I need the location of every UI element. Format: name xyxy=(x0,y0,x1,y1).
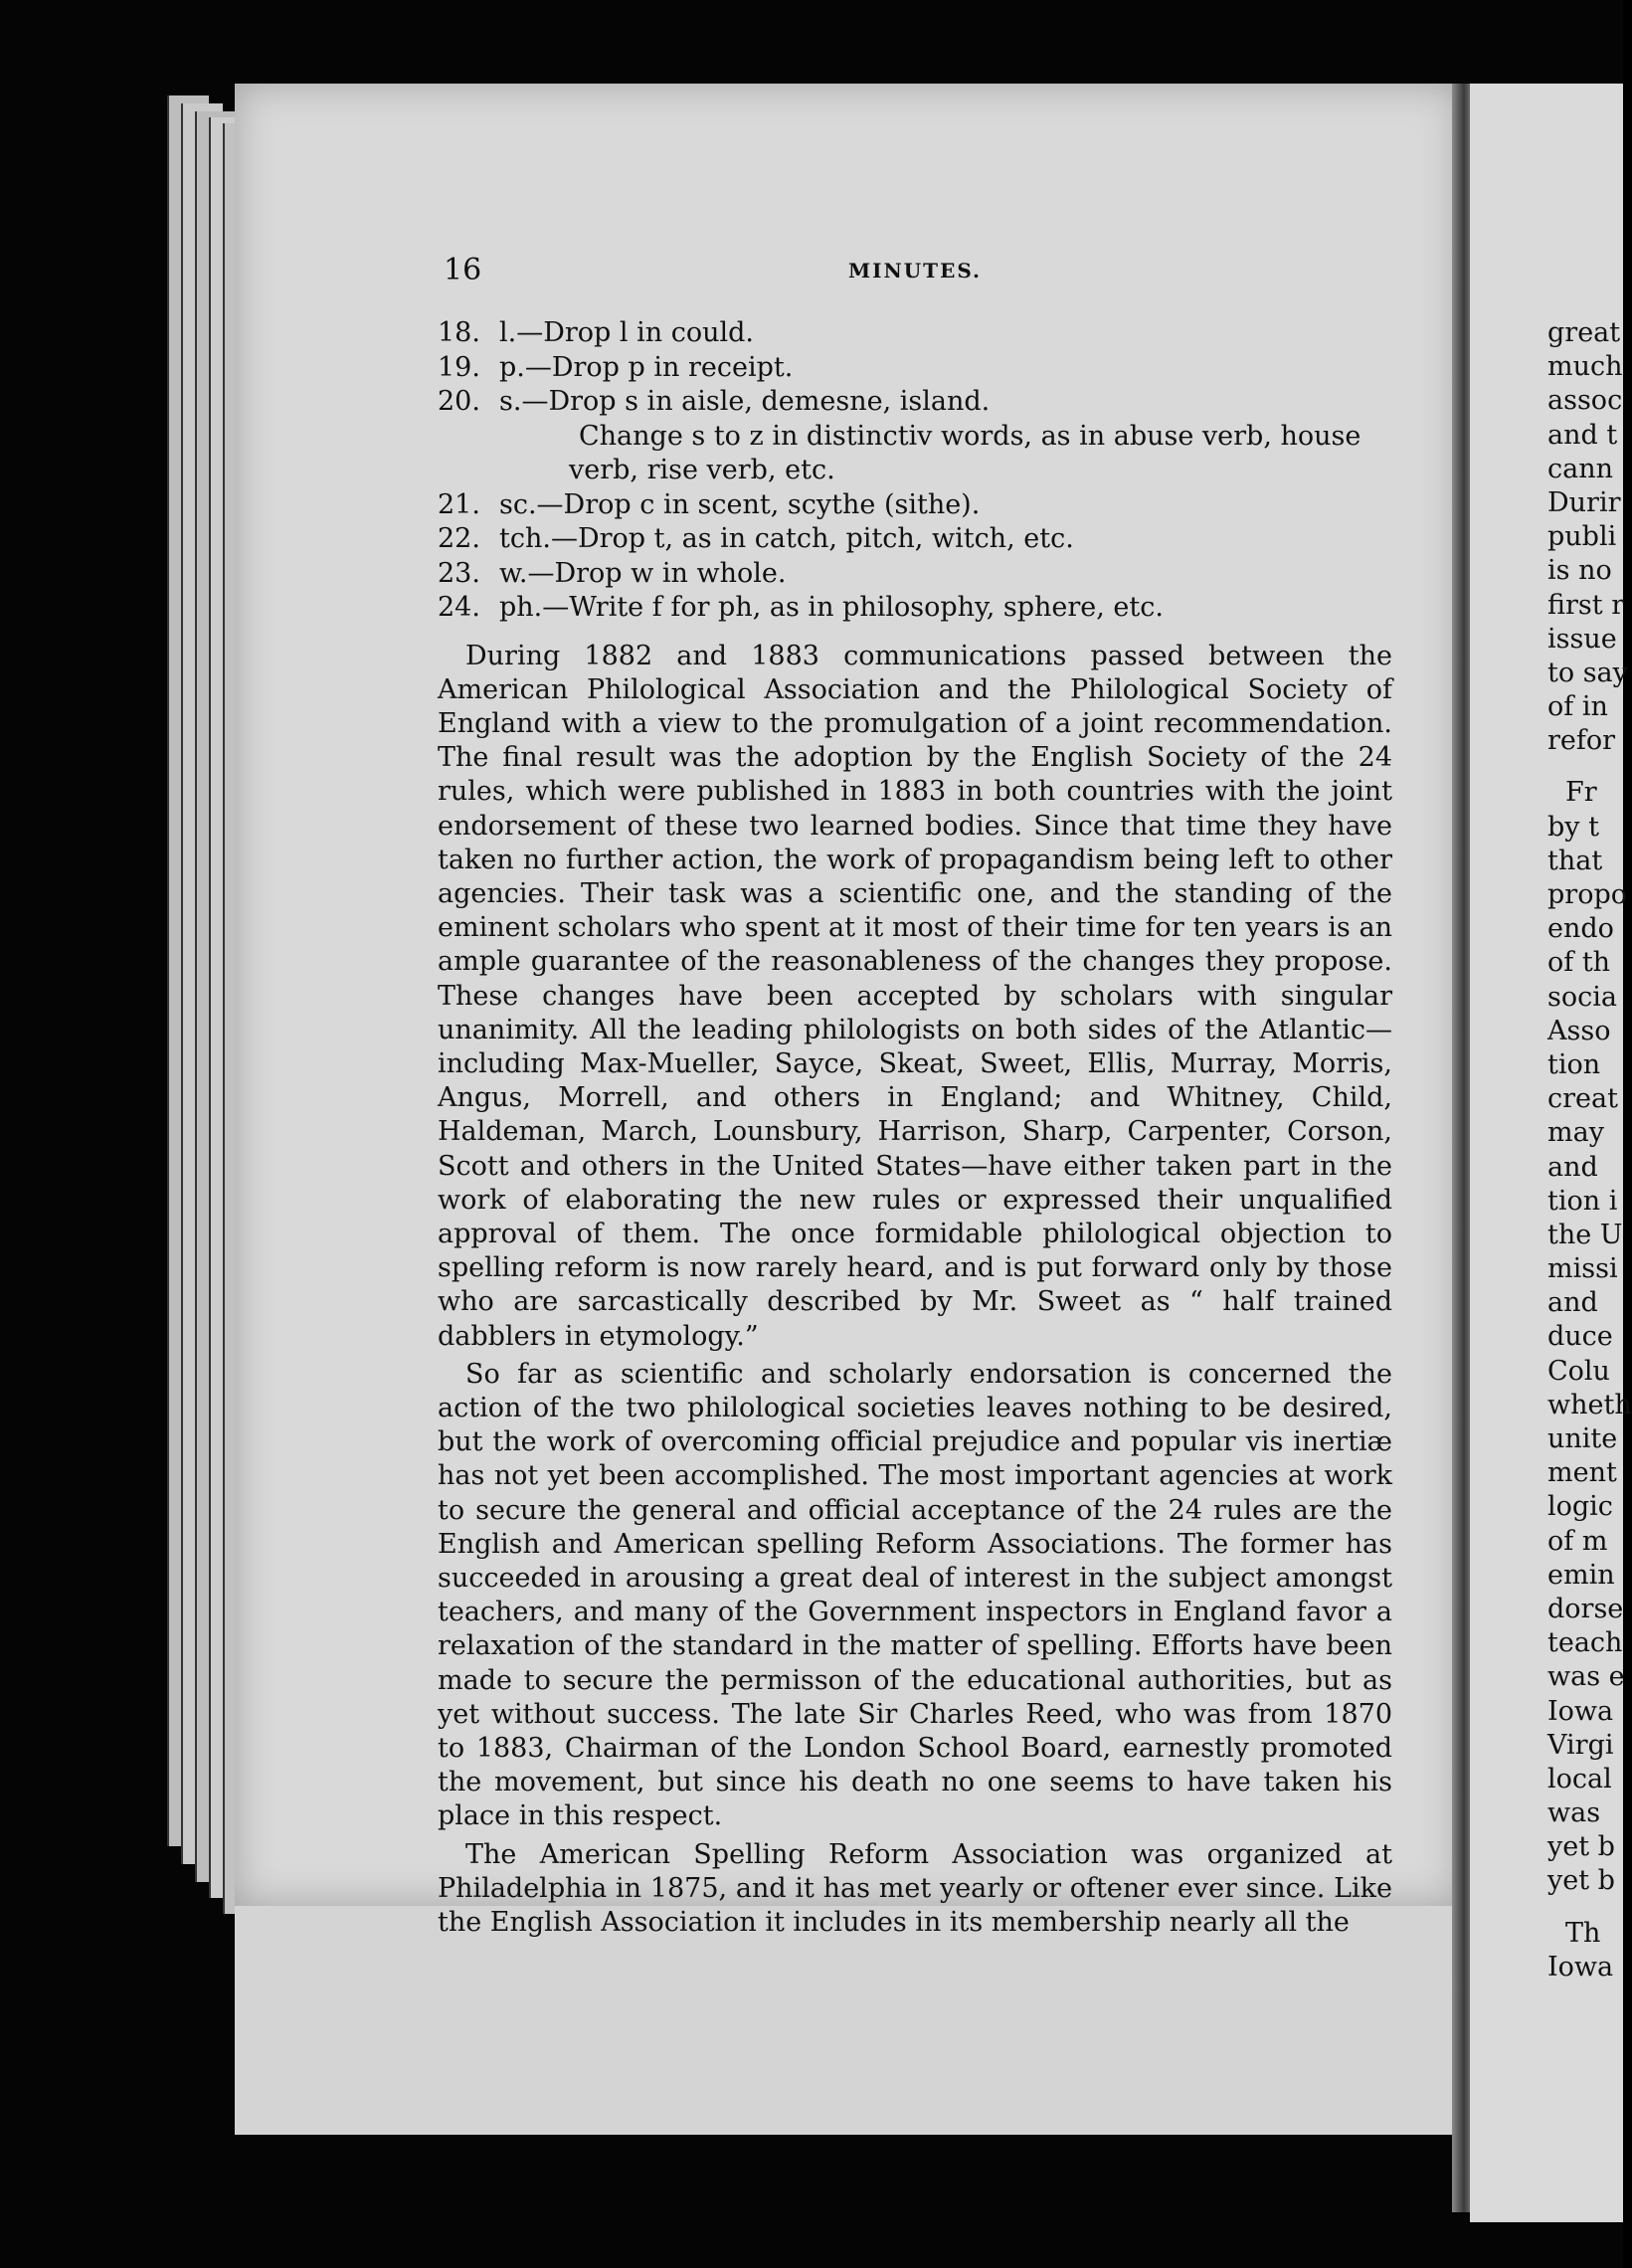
rule-number: 19. xyxy=(438,351,480,383)
fragment-line: Virgi xyxy=(1547,1729,1614,1761)
spelling-rules-list xyxy=(438,316,1392,626)
fragment-line: issue xyxy=(1547,623,1617,655)
fragment-line: and t xyxy=(1547,419,1618,451)
fragment-line: cann xyxy=(1547,453,1613,484)
fragment-line: Iowa xyxy=(1547,1951,1614,1983)
fragment-line: publi xyxy=(1547,521,1617,553)
fragment-line: the U xyxy=(1547,1219,1623,1250)
fragment-line: wheth xyxy=(1547,1389,1632,1420)
rule-text: ph.—Write f for ph, as in philosophy, sphere, etc. xyxy=(499,592,1164,623)
right-page-text-fragments xyxy=(1547,316,1632,1984)
fragment-line: duce xyxy=(1547,1321,1613,1353)
fragment-line: and xyxy=(1547,1151,1598,1183)
fragment-line: by t xyxy=(1547,811,1599,843)
paragraph: So far as scientific and scholarly endorsation is concerned the action of the two philological societies leaves nothing to be desired, but the work of overcoming official prejudice and popular vis inertiæ has not yet been accomplished. The most important agencies at work to secure the general and official acceptance of the 24 rules are the English and American spelling Reform Associations. The former has succeeded in arousing a great deal of interest in the subject amongst teachers, and many of the Government inspectors in England favor a relaxation of the standard in the matter of spelling. Efforts have been made to secure the permisson of the educational authorities, but as yet without success. The late Sir Charles Reed, who was from 1870 to 1883, Chairman of the London School Board, earnestly promoted the movement, but since his death no one seems to have taken his place in this respect. xyxy=(438,1358,1392,1832)
fragment-line: and xyxy=(1547,1287,1598,1319)
paragraph: The American Spelling Reform Association was organized at Philadelphia in 1875, and it has met yearly or oftener ever since. Like the English Association it includes in its membership nearly all the xyxy=(438,1838,1392,1939)
rule-text: l.—Drop l in could. xyxy=(499,317,754,348)
fragment-line: tion i xyxy=(1547,1185,1618,1217)
rule-item xyxy=(438,522,1392,557)
fragment-line: of in xyxy=(1547,691,1608,723)
rule-text: tch.—Drop t, as in catch, pitch, witch, etc. xyxy=(499,523,1074,554)
fragment-line: of th xyxy=(1547,947,1611,979)
rule-number: 24. xyxy=(438,592,480,623)
rule-number: 20. xyxy=(438,386,480,417)
fragment-line: socia xyxy=(1547,981,1617,1013)
fragment-line: local xyxy=(1547,1763,1612,1795)
fragment-line: ment xyxy=(1547,1457,1617,1489)
rule-number: 23. xyxy=(438,557,480,589)
fragment-line: propo xyxy=(1547,879,1627,910)
rule-20-subrule-line: verb, rise verb, etc. xyxy=(569,455,835,485)
rule-number: 22. xyxy=(438,523,480,554)
fragment-line: may xyxy=(1547,1117,1604,1149)
body-text xyxy=(438,640,1392,1941)
fragment-line: that xyxy=(1547,845,1603,876)
fragment-line: Colu xyxy=(1547,1355,1610,1387)
paragraph: During 1882 and 1883 communications passed between the American Philological Association and the Philological Society of England with a view to the promulgation of a joint recommendation. The final result was the adoption by the English Society of the 24 rules, which were published in 1883 in both countries with the joint endorsement of these two learned bodies. Since that time they have taken no further action, the work of propagandism being left to other agencies. Their task was a scientific one, and the standing of the eminent scholars who spent at it most of their time for ten years is an ample guarantee of the reasonableness of the changes they propose. These changes have been accepted by scholars with singular unanimity. All the leading philologists on both sides of the Atlantic—including Max-Mueller, Sayce, Skeat, Sweet, Ellis, Murray, Morris, Angus, Morrell, and others in England; and Whitney, Child, Haldeman, March, Lounsbury, Harrison, Sharp, Carpenter, Corson, Scott and others in the United States—have either taken part in the work of elaborating the new rules or expressed their unqualified approval of them. The once formidable philological objection to spelling reform is now rarely heard, and is put forward only by those who are sarcastically described by Mr. Sweet as “ half trained dabblers in etymology.” xyxy=(438,640,1392,1352)
fragment-line: unite xyxy=(1547,1423,1618,1454)
fragment-line: much xyxy=(1547,351,1623,383)
fragment-line: Durir xyxy=(1547,486,1621,518)
fragment-line: yet b xyxy=(1547,1831,1615,1863)
rule-20-subrule xyxy=(569,420,1392,488)
fragment-line: was e xyxy=(1547,1661,1625,1693)
fragment-line: first r xyxy=(1547,589,1625,621)
rule-item xyxy=(438,557,1392,592)
book-gutter xyxy=(1452,84,1472,2212)
fragment-line: to say xyxy=(1547,657,1628,688)
rule-item xyxy=(438,488,1392,523)
fragment-line: logic xyxy=(1547,1491,1613,1523)
page-header xyxy=(438,249,1392,298)
rule-item xyxy=(438,385,1392,420)
left-page-content xyxy=(438,249,1392,1944)
fragment-gap xyxy=(1547,758,1623,776)
rule-text: p.—Drop p in receipt. xyxy=(499,351,794,383)
rule-item xyxy=(438,591,1392,626)
fragment-line: great xyxy=(1547,317,1621,348)
fragment-line: yet b xyxy=(1547,1865,1615,1897)
fragment-gap xyxy=(1547,1899,1623,1917)
fragment-line: assoc xyxy=(1547,385,1623,417)
rule-20-subrule-line: Change s to z in distinctiv words, as in abuse verb, house xyxy=(579,420,1361,452)
fragment-line: is no xyxy=(1547,555,1612,587)
rule-item xyxy=(438,351,1392,386)
rule-text: sc.—Drop c in scent, scythe (sithe). xyxy=(499,488,981,520)
fragment-line: endo xyxy=(1547,913,1614,945)
fragment-line: creat xyxy=(1547,1083,1618,1115)
fragment-line: Th xyxy=(1565,1917,1601,1949)
running-head: MINUTES. xyxy=(847,259,983,283)
fragment-line: of m xyxy=(1547,1525,1608,1557)
rule-number: 21. xyxy=(438,488,480,520)
fragment-line: Iowa xyxy=(1547,1695,1614,1727)
fragment-line: Asso xyxy=(1547,1015,1611,1046)
fragment-line: Fr xyxy=(1565,777,1597,809)
rule-number: 18. xyxy=(438,317,480,348)
rule-text: s.—Drop s in aisle, demesne, island. xyxy=(499,386,991,417)
fragment-line: teach xyxy=(1547,1627,1623,1659)
fragment-line: missi xyxy=(1547,1253,1618,1285)
fragment-line: emin xyxy=(1547,1559,1615,1591)
rule-text: w.—Drop w in whole. xyxy=(499,557,787,589)
page-number: 16 xyxy=(444,253,482,287)
fragment-line: was xyxy=(1547,1797,1601,1829)
rule-item xyxy=(438,316,1392,351)
fragment-line: tion xyxy=(1547,1048,1601,1080)
fragment-line: refor xyxy=(1547,725,1616,757)
fragment-line: dorse xyxy=(1547,1593,1624,1624)
